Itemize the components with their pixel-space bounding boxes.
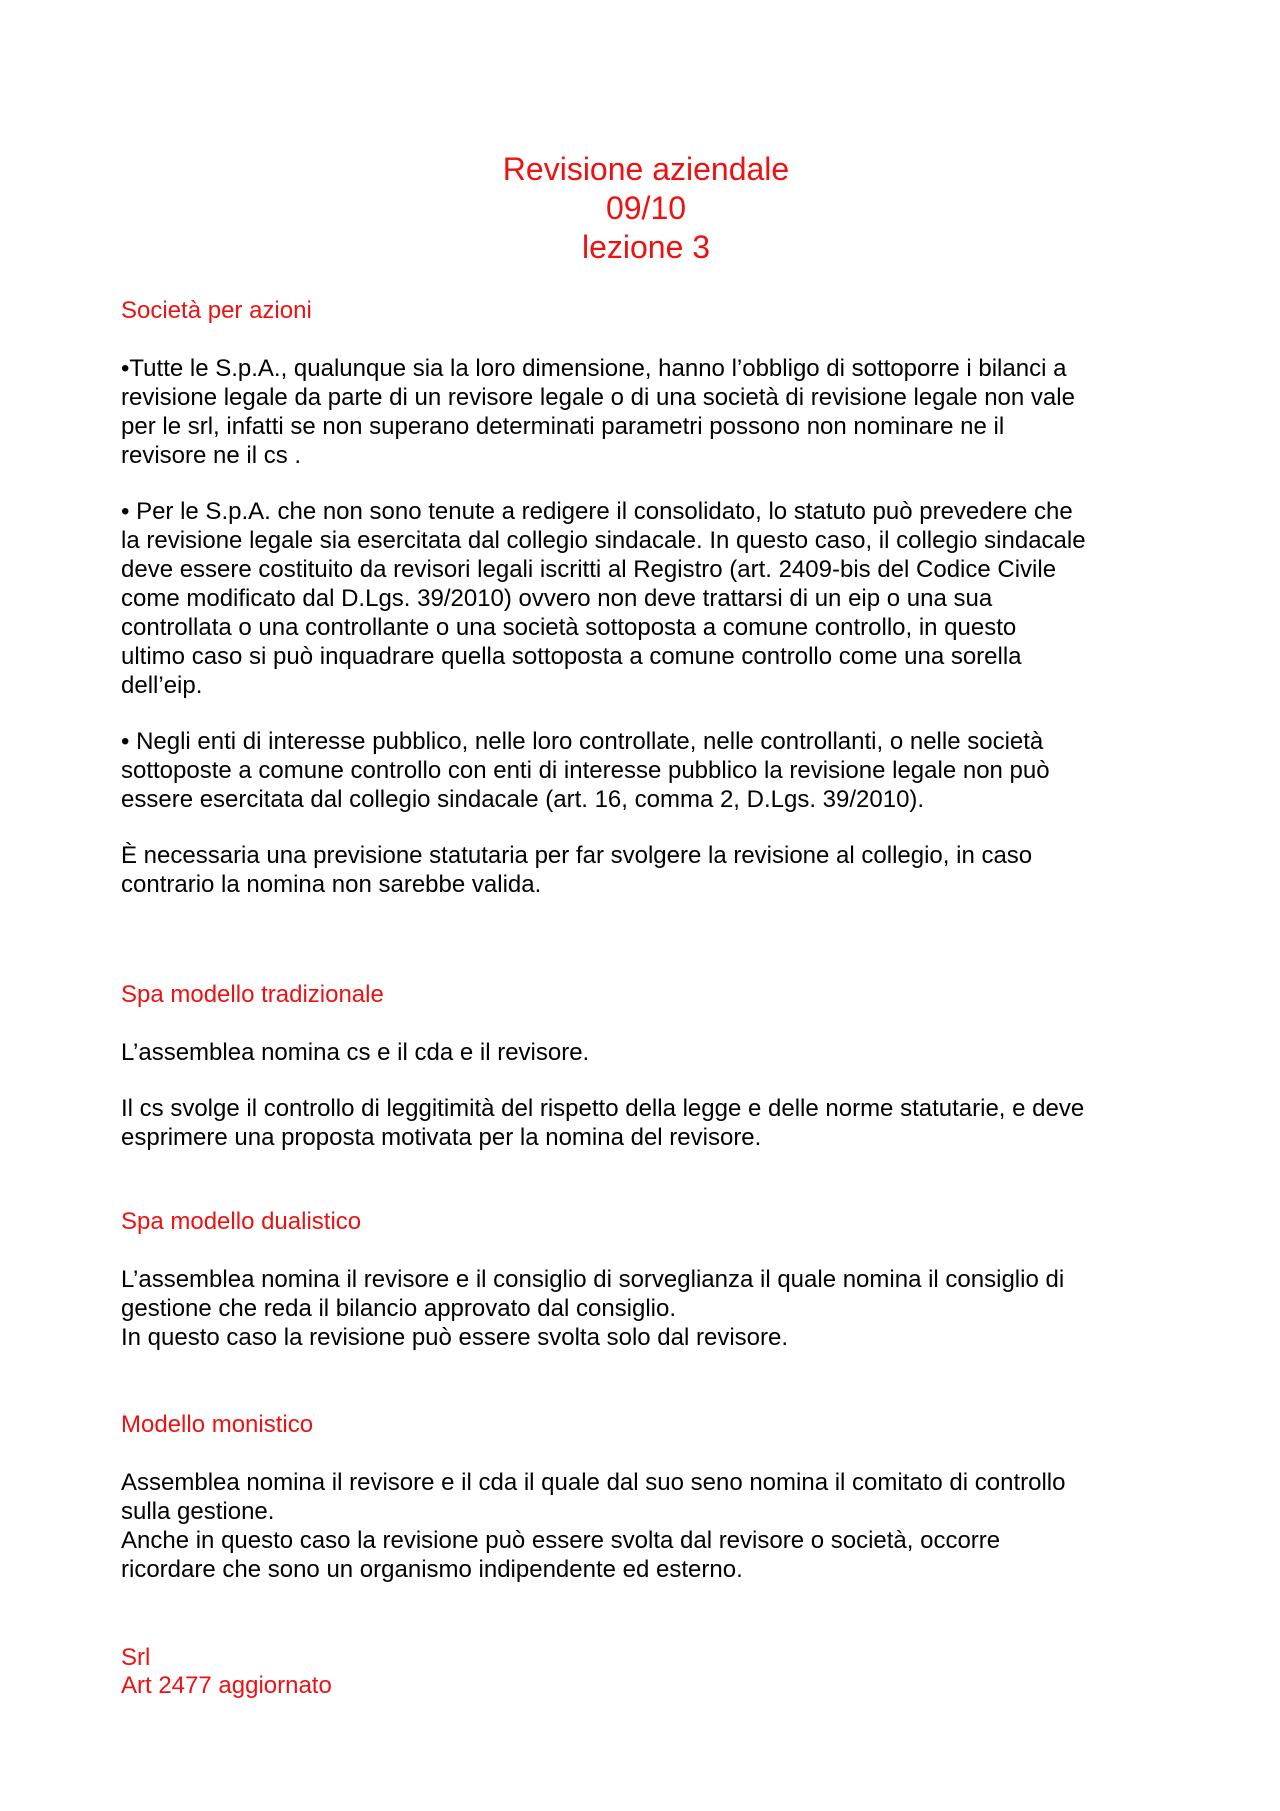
- paragraph-spa-3: • Negli enti di interesse pubblico, nelle loro controllate, nelle controllanti, o nelle società sottoposte a comune controllo con enti di interesse pubblico la revisione legale non può essere esercitata dal collegio sindacale (art. 16, comma 2, D.Lgs. 39/2010).: [121, 728, 1050, 813]
- paragraph-dualistico-1: L’assemblea nomina il revisore e il consiglio di sorveglianza il quale nomina il consiglio di gestione che reda il bilancio approvato dal consiglio. In questo caso la revisione può essere svolta solo dal revisore.: [121, 1266, 1065, 1351]
- paragraph-tradizionale-1: L’assemblea nomina cs e il cda e il revisore.: [121, 1039, 590, 1066]
- heading-modello-dualistico: Spa modello dualistico: [121, 1208, 362, 1235]
- title-line-2: 09/10: [605, 190, 687, 226]
- heading-art-2477: Art 2477 aggiornato: [121, 1672, 332, 1699]
- document-title: [0, 150, 1280, 267]
- paragraph-spa-1: •Tutte le S.p.A., qualunque sia la loro dimensione, hanno l’obbligo di sottoporre i bilanci a revisione legale da parte di un revisore legale o di una società di revisione legale non vale per le srl, infatti se non superano determinati parametri possono non nominare ne il revisore ne il cs .: [121, 355, 1075, 469]
- paragraph-spa-4: È necessaria una previsione statutaria per far svolgere la revisione al collegio, in caso contrario la nomina non sarebbe valida.: [121, 842, 1033, 898]
- paragraph-monistico-1: Assemblea nomina il revisore e il cda il quale dal suo seno nomina il comitato di controllo sulla gestione. Anche in questo caso la revisione può essere svolta dal revisore o società, occorre ricordare che sono un organismo indipendente ed esterno.: [121, 1469, 1066, 1583]
- heading-srl: Srl: [121, 1644, 151, 1671]
- paragraph-spa-2: • Per le S.p.A. che non sono tenute a redigere il consolidato, lo statuto può prevedere che la revisione legale sia esercitata dal collegio sindacale. In questo caso, il collegio sindacale deve essere costituito da revisori legali iscritti al Registro (art. 2409-bis del Codice Civile come modificato dal D.Lgs. 39/2010) ovvero non deve trattarsi di un eip o una sua controllata o una controllante o una società sottoposta a comune controllo, in questo ultimo caso si può inquadrare quella sottoposta a comune controllo come una sorella dell’eip.: [121, 498, 1086, 699]
- title-line-3: lezione 3: [581, 229, 711, 265]
- heading-societa-per-azioni: Società per azioni: [121, 297, 312, 324]
- paragraph-tradizionale-2: Il cs svolge il controllo di leggitimità del rispetto della legge e delle norme statutarie, e deve esprimere una proposta motivata per la nomina del revisore.: [121, 1095, 1085, 1151]
- title-line-1: Revisione aziendale: [502, 151, 790, 187]
- heading-modello-monistico: Modello monistico: [121, 1411, 314, 1438]
- heading-modello-tradizionale: Spa modello tradizionale: [121, 981, 384, 1008]
